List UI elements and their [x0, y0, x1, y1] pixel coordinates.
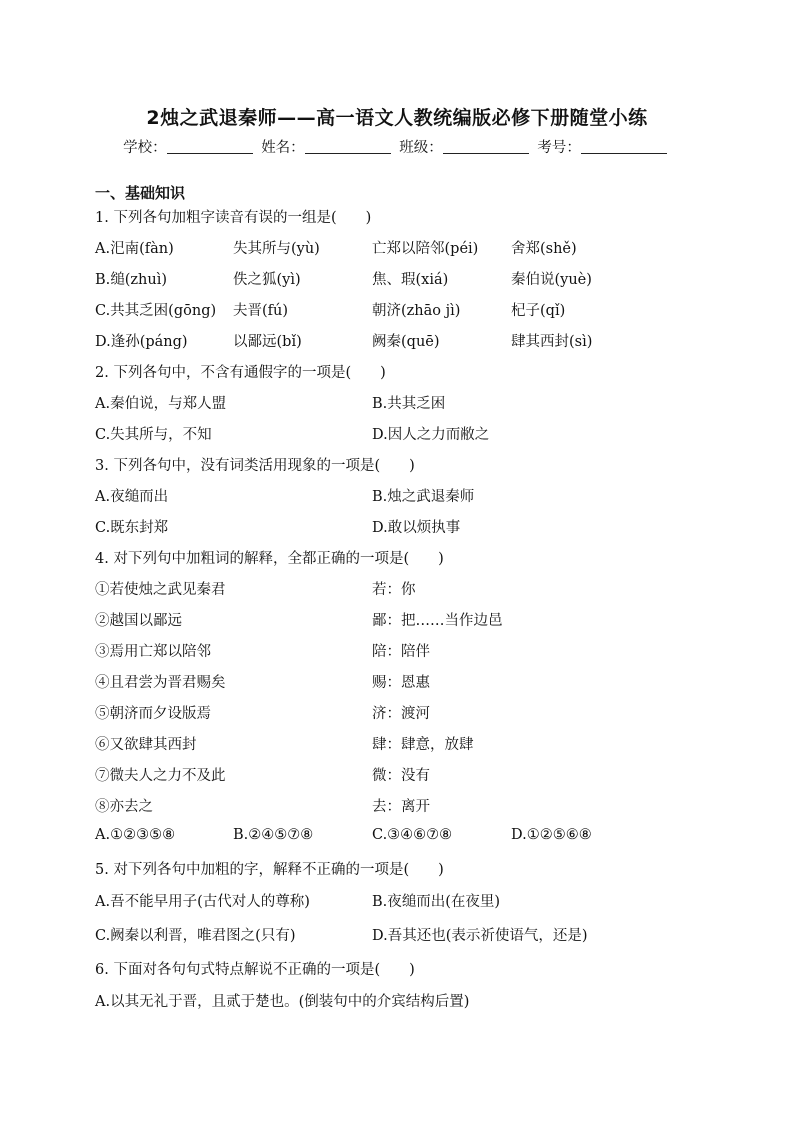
- q1-b-2: 佚之狐(yì): [233, 272, 301, 288]
- q1-d-2: 以鄙远(bǐ): [233, 334, 302, 350]
- q2-option-c: C.失其所与，不知: [95, 427, 212, 443]
- q4-gloss-6: 肆：肆意，放肆: [372, 737, 474, 753]
- q4-gloss-7: 微：没有: [372, 768, 430, 784]
- student-info-row: [0, 136, 794, 157]
- q5-option-d: D.吾其还也(表示祈使语气，还是): [372, 928, 588, 944]
- q4-choice-c: C.③④⑥⑦⑧: [372, 827, 453, 843]
- class-label: 班级：: [399, 140, 443, 156]
- q4-choice-d: D.①②⑤⑥⑧: [511, 827, 592, 843]
- q5-option-a: A.吾不能早用子(古代对人的尊称): [95, 894, 310, 910]
- q1-a-2: 失其所与(yù): [233, 241, 320, 257]
- q4-sentence-3: ③焉用亡郑以陪邻: [95, 644, 211, 660]
- q4-gloss-4: 赐：恩惠: [372, 675, 430, 691]
- q1-d-1: D.逢孙(páng): [95, 334, 188, 350]
- q4-sentence-7: ⑦微夫人之力不及此: [95, 768, 226, 784]
- question-5-stem: 5. 对下列各句中加粗的字，解释不正确的一项是( ): [95, 862, 444, 878]
- q4-sentence-5: ⑤朝济而夕设版焉: [95, 706, 211, 722]
- q3-option-c: C.既东封郑: [95, 520, 169, 536]
- q3-option-d: D.敢以烦执事: [372, 520, 461, 536]
- name-label: 姓名：: [261, 140, 305, 156]
- question-3-stem: 3. 下列各句中，没有词类活用现象的一项是( ): [95, 458, 415, 474]
- q2-option-d: D.因人之力而敝之: [372, 427, 490, 443]
- q3-option-b: B.烛之武退秦师: [372, 489, 475, 505]
- q1-d-4: 肆其西封(sì): [511, 334, 593, 350]
- question-2-stem: 2. 下列各句中，不含有通假字的一项是( ): [95, 365, 386, 381]
- q4-sentence-8: ⑧亦去之: [95, 799, 153, 815]
- q1-d-3: 阙秦(quē): [372, 334, 440, 350]
- q6-option-a: A.以其无礼于晋，且贰于楚也。(倒装句中的介宾结构后置): [95, 994, 470, 1010]
- name-blank[interactable]: [305, 139, 391, 154]
- section-heading: 一、基础知识: [95, 184, 186, 202]
- q4-sentence-2: ②越国以鄙远: [95, 613, 182, 629]
- q1-b-4: 秦伯说(yuè): [511, 272, 592, 288]
- number-label: 考号：: [537, 140, 581, 156]
- school-blank[interactable]: [167, 139, 253, 154]
- q1-c-1: C.共其乏困(gōng): [95, 303, 217, 319]
- q4-gloss-1: 若：你: [372, 582, 416, 598]
- q4-sentence-6: ⑥又欲肆其西封: [95, 737, 197, 753]
- q1-b-1: B.缒(zhuì): [95, 272, 168, 288]
- number-blank[interactable]: [581, 139, 667, 154]
- q1-b-3: 焦、瑕(xiá): [372, 272, 449, 288]
- q4-gloss-2: 鄙：把……当作边邑: [372, 613, 503, 629]
- q4-gloss-5: 济：渡河: [372, 706, 430, 722]
- question-4-stem: 4. 对下列句中加粗词的解释，全都正确的一项是( ): [95, 551, 444, 567]
- question-6-stem: 6. 下面对各句句式特点解说不正确的一项是( ): [95, 962, 415, 978]
- q1-c-2: 夫晋(fú): [233, 303, 289, 319]
- q3-option-a: A.夜缒而出: [95, 489, 169, 505]
- q5-option-b: B.夜缒而出(在夜里): [372, 894, 501, 910]
- question-1-stem: 1. 下列各句加粗字读音有误的一组是( ): [95, 210, 372, 226]
- q5-option-c: C.阙秦以利晋，唯君图之(只有): [95, 928, 296, 944]
- q1-c-3: 朝济(zhāo jì): [372, 303, 461, 319]
- q1-a-3: 亡郑以陪邻(péi): [372, 241, 479, 257]
- q2-option-a: A.秦伯说，与郑人盟: [95, 396, 227, 412]
- q4-sentence-1: ①若使烛之武见秦君: [95, 582, 226, 598]
- school-label: 学校：: [123, 140, 167, 156]
- q1-a-4: 舍郑(shě): [511, 241, 577, 257]
- class-blank[interactable]: [443, 139, 529, 154]
- q2-option-b: B.共其乏困: [372, 396, 446, 412]
- q4-sentence-4: ④且君尝为晋君赐矣: [95, 675, 226, 691]
- page-title: 2烛之武退秦师——高一语文人教统编版必修下册随堂小练: [146, 107, 648, 129]
- q4-choice-a: A.①②③⑤⑧: [95, 827, 176, 843]
- q4-choice-b: B.②④⑤⑦⑧: [233, 827, 314, 843]
- q1-a-1: A.汜南(fàn): [95, 241, 174, 257]
- q4-gloss-8: 去：离开: [372, 799, 430, 815]
- q1-c-4: 杞子(qǐ): [511, 303, 566, 319]
- q4-gloss-3: 陪：陪伴: [372, 644, 430, 660]
